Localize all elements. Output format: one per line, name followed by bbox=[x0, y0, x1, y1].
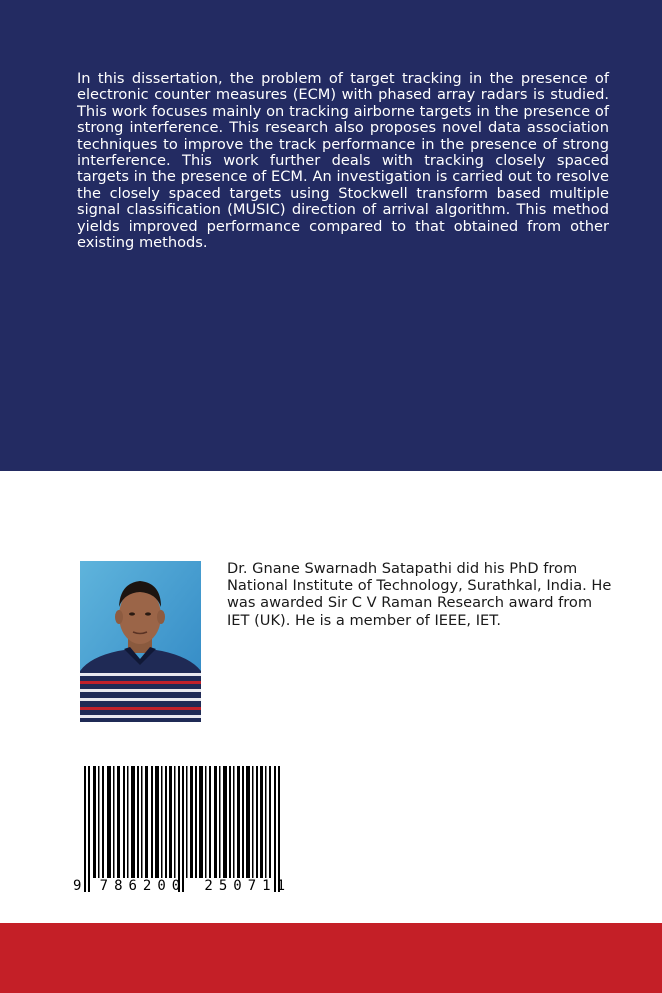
abstract-text: In this dissertation, the problem of target tracking in the presence of electronic counter measures (ECM) with phased array radars is studied. This work focuses mainly on tracking airborne targets in the presence of strong interference. This research also proposes novel data association techniques to improve the track performance in the presence of strong interference. This work further deals with tracking closely spaced targets in the presence of ECM. An investigation is carried out to resolve the closely spaced targets using Stockwell transform based multiple signal classification (MUSIC) direction of arrival algorithm. This method yields improved performance compared to that obtained from other existing methods. bbox=[77, 70, 609, 252]
author-bio: Dr. Gnane Swarnadh Satapathi did his PhD from National Institute of Technology, Surathkal, India. He was awarded Sir C V Raman Research award from IET (UK). He is a member of IEEE, IET. bbox=[227, 560, 612, 629]
isbn-prefix-digit: 9 bbox=[73, 878, 82, 894]
isbn-digits bbox=[73, 878, 291, 896]
top-blue-panel bbox=[0, 0, 662, 471]
isbn-barcode bbox=[73, 762, 291, 897]
author-photo bbox=[80, 561, 201, 722]
isbn-right-digits: 250711 bbox=[204, 878, 291, 894]
bottom-red-band bbox=[0, 923, 662, 993]
isbn-left-digits: 786200 bbox=[99, 878, 187, 894]
